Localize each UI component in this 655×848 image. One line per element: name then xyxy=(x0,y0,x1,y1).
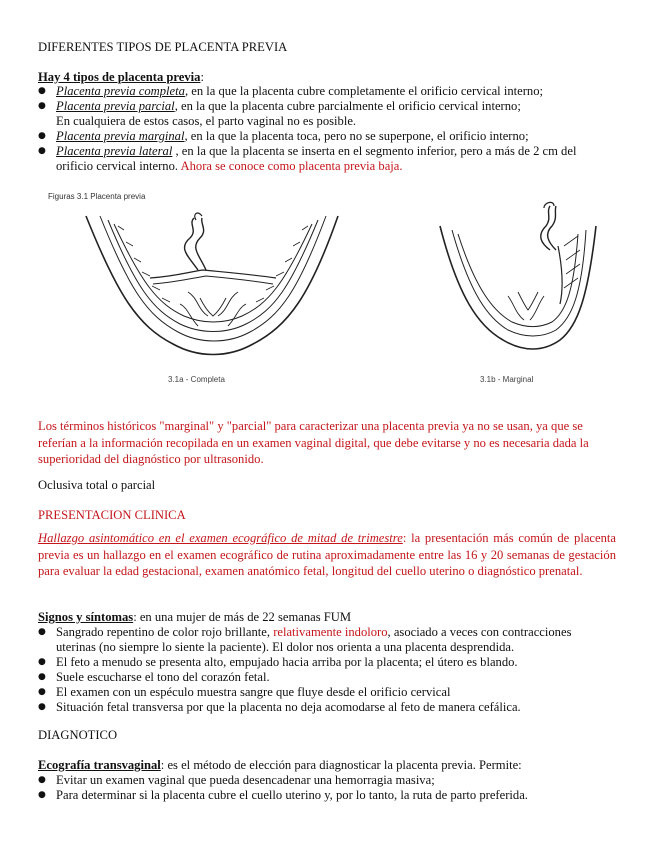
list-item xyxy=(18,625,571,640)
figure-b-illustration xyxy=(440,202,596,384)
bullet-icon: ● xyxy=(38,86,46,96)
list-item-continuation xyxy=(18,640,571,655)
bullet-icon: ● xyxy=(38,101,46,111)
placenta-types-list xyxy=(18,84,576,174)
bullet-icon: ● xyxy=(38,657,46,667)
item-text: , asociado a veces con contracciones xyxy=(387,625,572,639)
list-item xyxy=(18,129,576,144)
types-heading: Hay 4 tipos de placenta previa xyxy=(38,70,201,84)
list-item xyxy=(18,99,576,114)
historic-terms-paragraph: Los términos históricos "marginal" y "parcial" para caracterizar una placenta previa ya no se usan, ya que se referían a la información recopilada en un examen vaginal digital, que debe evitarse y no es necesaria dada la superioridad del diagnóstico por ultrasonido. xyxy=(38,419,589,466)
bullet-icon: ● xyxy=(38,131,46,141)
list-item xyxy=(18,773,528,788)
list-item-continuation xyxy=(18,159,576,174)
diagnosis-heading: DIAGNOTICO xyxy=(38,728,118,742)
painless-note: relativamente indoloro xyxy=(273,625,388,639)
list-item-continuation xyxy=(18,114,576,129)
item-text: Para determinar si la placenta cubre el cuello uterino y, por lo tanto, la ruta de parto preferida. xyxy=(56,788,528,802)
diagnosis-text: : es el método de elección para diagnosticar la placenta previa. Permite: xyxy=(160,758,522,772)
list-item xyxy=(18,670,571,685)
item-text: Suele escucharse el tono del corazón fetal. xyxy=(56,670,270,684)
bullet-icon: ● xyxy=(38,627,46,637)
bullet-icon: ● xyxy=(38,672,46,682)
term-complete: Placenta previa completa xyxy=(56,84,185,98)
figure-caption: Figuras 3.1 Placenta previa xyxy=(48,192,146,201)
signs-suffix: : en una mujer de más de 22 semanas FUM xyxy=(133,610,352,624)
item-text: Situación fetal transversa por que la placenta no deja acomodarse al feto de manera cefálica. xyxy=(56,700,521,714)
placenta-figure xyxy=(38,186,618,386)
list-item xyxy=(18,685,571,700)
figure-b-label: 3.1b - Marginal xyxy=(480,375,534,384)
item-text: El feto a menudo se presenta alto, empujado hacia arriba por la placenta; el útero es blando. xyxy=(56,655,518,669)
item-text: El examen con un espéculo muestra sangre que fluye desde el orificio cervical xyxy=(56,685,451,699)
term-partial: Placenta previa parcial xyxy=(56,99,175,113)
occlusive-line: Oclusiva total o parcial xyxy=(38,478,156,492)
item-text: Evitar un examen vaginal que pueda desencadenar una hemorragia masiva; xyxy=(56,773,435,787)
item-text: , en la que la placenta cubre completamente el orificio cervical interno; xyxy=(184,84,543,98)
presentation-lead: Hallazgo asintomático en el examen ecográfico de mitad de trimestre xyxy=(38,531,403,545)
list-item xyxy=(18,84,576,99)
term-lateral: Placenta previa lateral xyxy=(56,144,173,158)
bullet-icon: ● xyxy=(38,775,46,785)
low-placenta-note: Ahora se conoce como placenta previa baja. xyxy=(180,159,403,173)
item-text: En cualquiera de estos casos, el parto vaginal no es posible. xyxy=(56,114,357,128)
list-item xyxy=(18,700,571,715)
signs-heading-line xyxy=(38,610,351,625)
item-text: , en la que la placenta se inserta en el segmento inferior, pero a más de 2 cm del xyxy=(172,144,577,158)
figure-a-illustration xyxy=(86,213,338,384)
presentation-text: : la presentación más común de placenta previa es un hallazgo en el examen ecográfico de rutina aproximadamente entre las 16 y 20 semanas de gestación para evaluar la edad gestacional, examen anatómico fetal, longitud del cuello uterino o diagnóstico prenatal. xyxy=(38,531,616,578)
diagnosis-list xyxy=(18,773,528,803)
diagnosis-lead-line xyxy=(38,758,522,773)
item-text: , en la que la placenta cubre parcialmente el orificio cervical interno; xyxy=(174,99,521,113)
term-marginal: Placenta previa marginal xyxy=(56,129,185,143)
item-text: orificio cervical interno. xyxy=(56,159,181,173)
bullet-icon: ● xyxy=(38,687,46,697)
signs-list xyxy=(18,625,571,715)
item-text: Sangrado repentino de color rojo brillante, xyxy=(56,625,274,639)
bullet-icon: ● xyxy=(38,790,46,800)
list-item xyxy=(18,144,576,159)
list-item xyxy=(18,655,571,670)
bullet-icon: ● xyxy=(38,702,46,712)
list-item xyxy=(18,788,528,803)
types-heading-line xyxy=(38,70,204,85)
bullet-icon: ● xyxy=(38,146,46,156)
item-text: uterinas (no siempre lo siente la paciente). El dolor nos orienta a una placenta desprendida. xyxy=(56,640,515,654)
page-title: DIFERENTES TIPOS DE PLACENTA PREVIA xyxy=(38,40,288,54)
presentation-paragraph xyxy=(38,530,616,580)
signs-heading: Signos y síntomas xyxy=(38,610,134,624)
item-text: , en la que la placenta toca, pero no se superpone, el orificio interno; xyxy=(184,129,529,143)
presentation-heading: PRESENTACION CLINICA xyxy=(38,508,186,522)
diagnosis-lead: Ecografía transvaginal xyxy=(38,758,161,772)
figure-a-label: 3.1a - Completa xyxy=(168,375,225,384)
types-heading-suffix: : xyxy=(200,70,204,84)
